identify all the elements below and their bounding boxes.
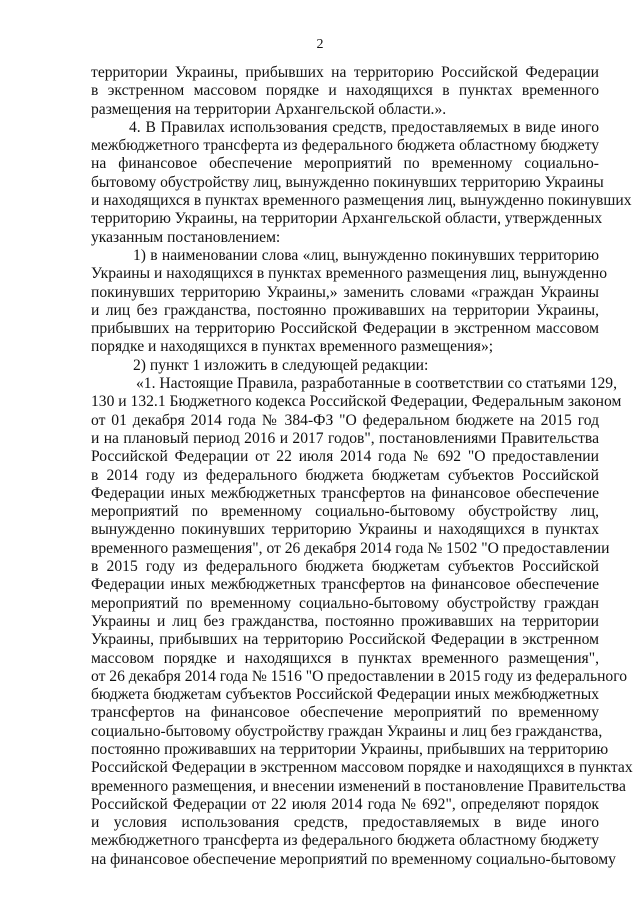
paragraph-rule-1 (91, 375, 633, 869)
page-number: 2 (316, 37, 324, 52)
text-line: Российской Федерации в экстренном массовом порядке и находящихся в пунктах (91, 759, 633, 777)
text-line: бытовому обустройству лиц, вынужденно покинувших территорию Украины (91, 173, 604, 191)
text-line: бюджета бюджетам субъектов Российской Федерации иных межбюджетных (91, 686, 599, 704)
text-line: 1) в наименовании слова «лиц, вынужденно покинувших территорию (133, 246, 599, 264)
document-body (91, 64, 633, 869)
text-line: и лиц без гражданства, постоянно проживавших на территории Украины, (91, 301, 599, 319)
paragraph-sub-1 (91, 246, 607, 357)
text-line: межбюджетного трансферта из федерального бюджета областному бюджету (91, 137, 599, 155)
text-line: межбюджетного трансферта из федерального бюджета областному бюджету (91, 832, 599, 850)
text-line: социально-бытовому обустройству граждан Украины и лиц без гражданства, (91, 722, 603, 740)
text-line: и условия использования средств, предоставляемых в виде иного (91, 814, 599, 832)
text-line: территории Украины, прибывших на территорию Российской Федерации (91, 64, 599, 81)
text-line: покинувших территорию Украины,» заменить словами «граждан Украины (91, 283, 599, 301)
text-line: на финансовое обеспечение мероприятий по временному социально- (91, 155, 599, 173)
text-line: порядке и находящихся в пунктах временного размещения»; (91, 338, 494, 356)
text-line: в 2014 году из федерального бюджета бюджетам субъектов Российской (91, 466, 599, 484)
text-line: мероприятий по временному социально-бытовому обустройству граждан (91, 594, 599, 612)
text-line: Федерации иных межбюджетных трансфертов на финансовое обеспечение (91, 576, 599, 594)
text-line: от 01 декабря 2014 года № 384-ФЗ "О федеральном бюджете на 2015 год (91, 411, 599, 429)
text-line: Украины и находящихся в пунктах временного размещения лиц, вынужденно (91, 265, 607, 283)
text-line: и на плановый период 2016 и 2017 годов", постановлениями Правительства (91, 429, 599, 447)
paragraph-continuation (91, 64, 599, 119)
text-line: 4. В Правилах использования средств, предоставляемых в виде иного (129, 118, 599, 136)
text-line: временного размещения, и внесении изменений в постановление Правительства (91, 777, 626, 795)
text-line: вынужденно покинувших территорию Украины и находящихся в пунктах (91, 521, 599, 539)
text-line: массовом порядке и находящихся в пунктах временного размещения", (91, 649, 599, 667)
text-line: постоянно проживавших на территории Украины, прибывших на территорию (91, 740, 609, 758)
text-line: трансфертов на финансовое обеспечение мероприятий по временному (91, 704, 599, 722)
text-line: прибывших на территорию Российской Федерации в экстренном массовом (91, 320, 599, 338)
paragraph-item-4 (91, 118, 632, 247)
text-line: Российской Федерации от 22 июля 2014 года № 692", определяют порядок (91, 795, 599, 813)
text-line: временного размещения", от 26 декабря 2014 года № 1502 "О предоставлении (91, 539, 610, 557)
text-line: Украины, прибывших на территорию Российской Федерации в экстренном (91, 631, 599, 649)
text-line: на финансовое обеспечение мероприятий по временному социально-бытовому (91, 850, 616, 868)
text-line: и находящихся в пунктах временного размещения лиц, вынужденно покинувших (91, 192, 632, 210)
paragraph-sub-2 (91, 357, 599, 375)
text-line: 130 и 132.1 Бюджетного кодекса Российской Федерации, Федеральным законом (91, 393, 622, 411)
text-line: мероприятий по временному социально-бытовому обустройству лиц, (91, 503, 599, 521)
text-line: размещения на территории Архангельской области.». (91, 100, 447, 118)
text-line: в 2015 году из федерального бюджета бюджетам субъектов Российской (91, 558, 599, 576)
text-line: указанным постановлением: (91, 228, 281, 246)
text-line: «1. Настоящие Правила, разработанные в соответствии со статьями 129, (136, 375, 617, 393)
text-line: от 26 декабря 2014 года № 1516 "О предоставлении в 2015 году из федерального (91, 667, 628, 685)
text-line: Украины и лиц без гражданства, постоянно проживавших на территории (91, 612, 599, 630)
text-line: 2) пункт 1 изложить в следующей редакции: (133, 356, 429, 374)
text-line: в экстренном массовом порядке и находящихся в пунктах временного (91, 82, 599, 100)
text-line: Федерации иных межбюджетных трансфертов на финансовое обеспечение (91, 484, 599, 502)
text-line: территорию Украины, на территории Архангельской области, утвержденных (91, 210, 603, 228)
text-line: Российской Федерации от 22 июля 2014 года № 692 "О предоставлении (91, 448, 599, 466)
